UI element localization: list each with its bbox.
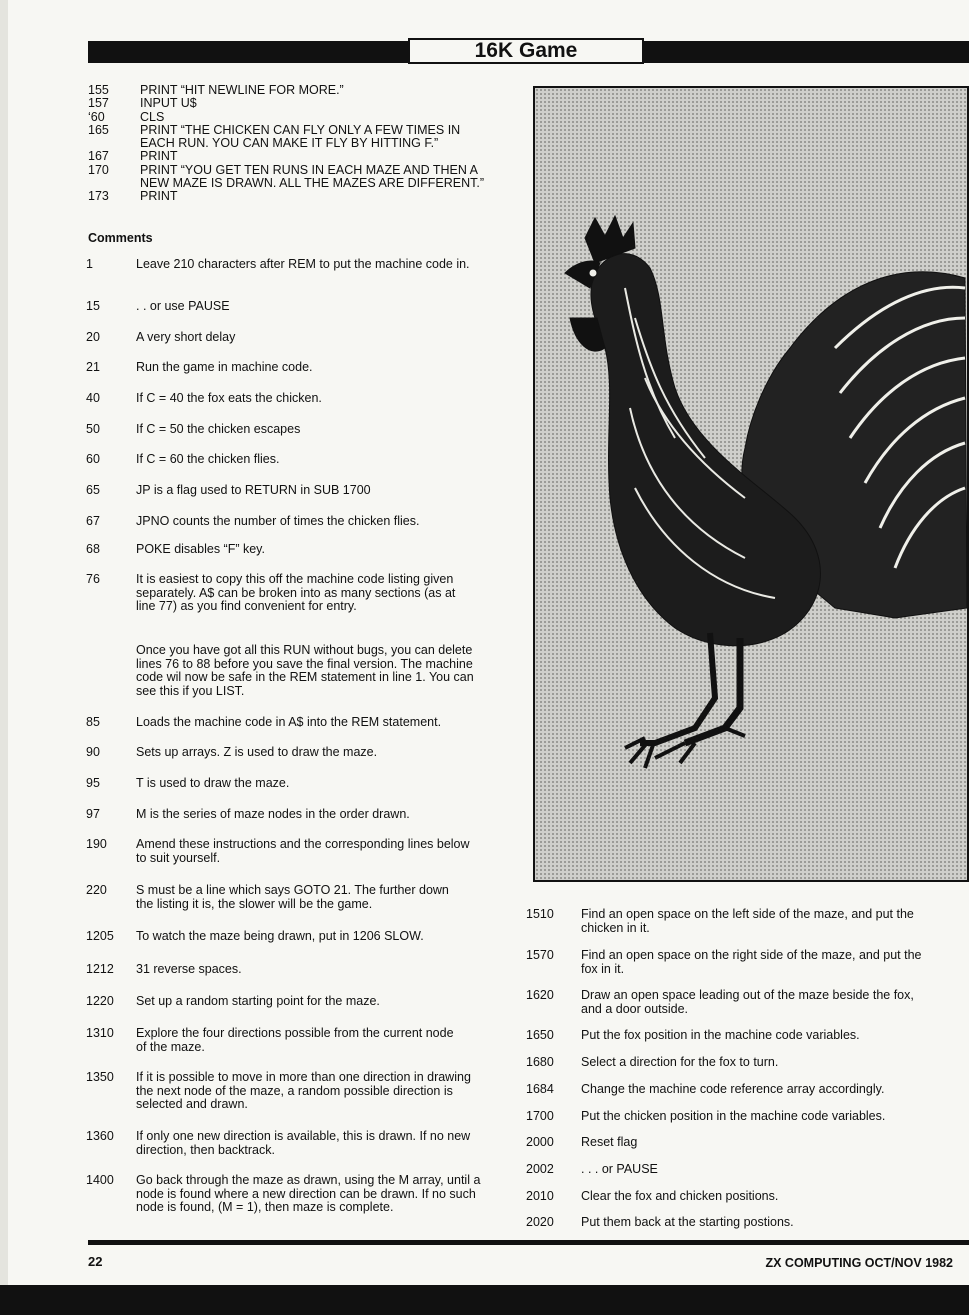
comment-item	[86, 392, 496, 406]
comment-text: To watch the maze being drawn, put in 1206 SLOW.	[136, 929, 424, 943]
comment-line-number: 2002	[526, 1162, 554, 1176]
comment-item	[86, 838, 496, 865]
comment-item	[86, 258, 496, 272]
comment-text: T is used to draw the maze.	[136, 776, 290, 790]
comment-item	[526, 1056, 946, 1070]
comment-line-number: 190	[86, 837, 107, 851]
comment-line-number: 220	[86, 883, 107, 897]
line-code: PRINT	[140, 149, 178, 164]
comment-line-number: 1	[86, 257, 93, 271]
comment-text: M is the series of maze nodes in the order drawn.	[136, 807, 410, 821]
section-title: 16K Game	[408, 38, 644, 64]
comment-text: Run the game in machine code.	[136, 360, 313, 374]
comment-text: Amend these instructions and the corresponding lines below to suit yourself.	[136, 837, 470, 865]
comment-item	[86, 1130, 496, 1157]
listing-line	[88, 84, 508, 97]
comment-item	[86, 361, 496, 375]
comment-line-number: 1400	[86, 1173, 114, 1187]
comment-text: . . . or PAUSE	[581, 1162, 658, 1176]
comment-line-number: 1220	[86, 994, 114, 1008]
comment-text: Loads the machine code in A$ into the REM statement.	[136, 715, 442, 729]
comment-line-number: 1510	[526, 907, 554, 921]
comment-text: Change the machine code reference array accordingly.	[581, 1082, 885, 1096]
listing-line	[88, 150, 508, 163]
comment-text: JPNO counts the number of times the chicken flies.	[136, 514, 420, 528]
publication-footer: ZX COMPUTING OCT/NOV 1982	[765, 1256, 953, 1270]
comment-item	[86, 484, 496, 498]
comment-text: If only one new direction is available, this is drawn. If no new direction, then backtrack.	[136, 1129, 471, 1157]
comment-line-number: 97	[86, 807, 100, 821]
comment-line-number: 2000	[526, 1135, 554, 1149]
line-number: 170	[88, 162, 109, 177]
listing-line	[88, 97, 508, 110]
line-code: PRINT	[140, 189, 178, 204]
comment-line-number: 95	[86, 776, 100, 790]
comment-line-number: 90	[86, 745, 100, 759]
line-number: 167	[88, 149, 109, 164]
page-edge	[0, 0, 8, 1285]
section-header	[88, 38, 969, 66]
comment-text: Explore the four directions possible from the current node of the maze.	[136, 1026, 454, 1054]
comment-text: Go back through the maze as drawn, using the M array, until a node is found where a new direction can be drawn. If no such node is found, (M = 1), then maze is complete.	[136, 1173, 481, 1214]
comment-item	[526, 1110, 946, 1124]
comment-item	[526, 1083, 946, 1097]
comment-text: Reset flag	[581, 1135, 638, 1149]
listing-line	[88, 124, 508, 151]
comment-line-number: 15	[86, 299, 100, 313]
line-code: PRINT “YOU GET TEN RUNS IN EACH MAZE AND THEN A NEW MAZE IS DRAWN. ALL THE MAZES ARE DIFFERENT.”	[140, 162, 485, 191]
comment-item	[86, 453, 496, 467]
comment-item	[86, 884, 496, 911]
bottom-rule	[88, 1240, 969, 1245]
line-code: PRINT “HIT NEWLINE FOR MORE.”	[140, 83, 344, 97]
line-code: CLS	[140, 109, 165, 124]
comment-item	[86, 573, 496, 614]
comment-line-number: 1684	[526, 1082, 554, 1096]
comment-text: If C = 50 the chicken escapes	[136, 422, 301, 436]
comment-text: JP is a flag used to RETURN in SUB 1700	[136, 483, 371, 497]
line-number: ‘60	[88, 109, 105, 124]
comment-text: Select a direction for the fox to turn.	[581, 1055, 779, 1069]
comment-item	[86, 644, 496, 698]
comment-text: Put them back at the starting postions.	[581, 1215, 794, 1229]
line-code: INPUT U$	[140, 96, 197, 111]
comment-text: Draw an open space leading out of the maze beside the fox, and a door outside.	[581, 988, 914, 1016]
comment-text: If C = 60 the chicken flies.	[136, 452, 280, 466]
comment-line-number: 65	[86, 483, 100, 497]
listing-line	[88, 190, 508, 203]
page-number: 22	[88, 1254, 103, 1269]
listing-line	[88, 164, 508, 191]
comment-text: If it is possible to move in more than one direction in drawing the next node of the maze, a random possible direction is selected and drawn.	[136, 1070, 471, 1111]
comment-line-number	[86, 644, 136, 698]
comment-item	[526, 908, 946, 935]
comment-line-number: 2020	[526, 1215, 554, 1229]
line-number: 155	[88, 83, 109, 97]
comment-line-number: 20	[86, 330, 100, 344]
comment-line-number: 60	[86, 452, 100, 466]
line-code: PRINT “THE CHICKEN CAN FLY ONLY A FEW TIMES IN EACH RUN. YOU CAN MAKE IT FLY BY HITTING F.”	[140, 122, 461, 151]
comment-line-number: 67	[86, 514, 100, 528]
comment-item	[86, 746, 496, 760]
comment-item	[86, 1027, 496, 1054]
line-number: 165	[88, 122, 109, 137]
listing-line	[88, 111, 508, 124]
comment-item	[86, 515, 496, 529]
line-number: 157	[88, 96, 109, 111]
comment-text: A very short delay	[136, 330, 236, 344]
comment-item	[86, 808, 496, 822]
comment-text: POKE disables “F” key.	[136, 542, 265, 556]
comment-line-number: 1620	[526, 988, 554, 1002]
comment-item	[86, 300, 496, 314]
comment-text: Find an open space on the right side of the maze, and put the fox in it.	[581, 948, 922, 976]
comment-line-number: 1360	[86, 1129, 114, 1143]
comment-line-number: 1700	[526, 1109, 554, 1123]
comment-text: Once you have got all this RUN without bugs, you can delete lines 76 to 88 before you save the final version. The machine code wil now be safe in the REM statement in line 1. You can see this if you LIST.	[136, 643, 474, 698]
comment-item	[526, 989, 946, 1016]
comment-line-number: 1350	[86, 1070, 114, 1084]
comment-item	[526, 949, 946, 976]
program-listing	[88, 84, 508, 204]
comment-line-number: 1680	[526, 1055, 554, 1069]
comment-text: Leave 210 characters after REM to put the machine code in.	[136, 257, 470, 271]
rooster-icon	[535, 88, 967, 880]
comment-item	[86, 1071, 496, 1112]
comment-text: Clear the fox and chicken positions.	[581, 1189, 779, 1203]
comment-item	[86, 1174, 496, 1215]
comment-text: S must be a line which says GOTO 21. The further down the listing it is, the slower will be the game.	[136, 883, 449, 911]
comment-text: . . or use PAUSE	[136, 299, 230, 313]
header-bar-left	[88, 41, 408, 63]
comment-item	[526, 1163, 946, 1177]
comment-item	[526, 1216, 946, 1230]
comment-text: Find an open space on the left side of the maze, and put the chicken in it.	[581, 907, 914, 935]
comment-item	[526, 1136, 946, 1150]
comment-text: Put the fox position in the machine code variables.	[581, 1028, 860, 1042]
comments-heading: Comments	[88, 231, 153, 245]
comment-line-number: 85	[86, 715, 100, 729]
comment-item	[86, 777, 496, 791]
comment-text: Set up a random starting point for the maze.	[136, 994, 380, 1008]
comment-item	[526, 1190, 946, 1204]
comment-line-number: 1650	[526, 1028, 554, 1042]
comment-line-number: 1205	[86, 929, 114, 943]
comment-item	[86, 963, 496, 977]
comment-line-number: 68	[86, 542, 100, 556]
comment-text: 31 reverse spaces.	[136, 962, 242, 976]
comment-item	[86, 995, 496, 1009]
comment-line-number: 1570	[526, 948, 554, 962]
comment-line-number: 2010	[526, 1189, 554, 1203]
line-number: 173	[88, 189, 109, 204]
comment-text: Put the chicken position in the machine code variables.	[581, 1109, 886, 1123]
comment-line-number: 1212	[86, 962, 114, 976]
comment-line-number: 21	[86, 360, 100, 374]
comment-line-number: 76	[86, 572, 100, 586]
header-bar-right	[644, 41, 969, 63]
comment-line-number: 50	[86, 422, 100, 436]
comment-item	[526, 1029, 946, 1043]
comment-item	[86, 716, 496, 730]
comment-line-number: 1310	[86, 1026, 114, 1040]
comment-item	[86, 423, 496, 437]
comment-item	[86, 543, 496, 557]
comment-text: Sets up arrays. Z is used to draw the maze.	[136, 745, 378, 759]
comment-line-number: 40	[86, 391, 100, 405]
rooster-illustration	[533, 86, 969, 882]
comment-item	[86, 331, 496, 345]
scan-border	[0, 1285, 969, 1315]
comment-text: If C = 40 the fox eats the chicken.	[136, 391, 322, 405]
comment-text: It is easiest to copy this off the machine code listing given separately. A$ can be broken into as many sections (as at line 77) as you find convenient for entry.	[136, 572, 456, 613]
comment-item	[86, 930, 496, 944]
